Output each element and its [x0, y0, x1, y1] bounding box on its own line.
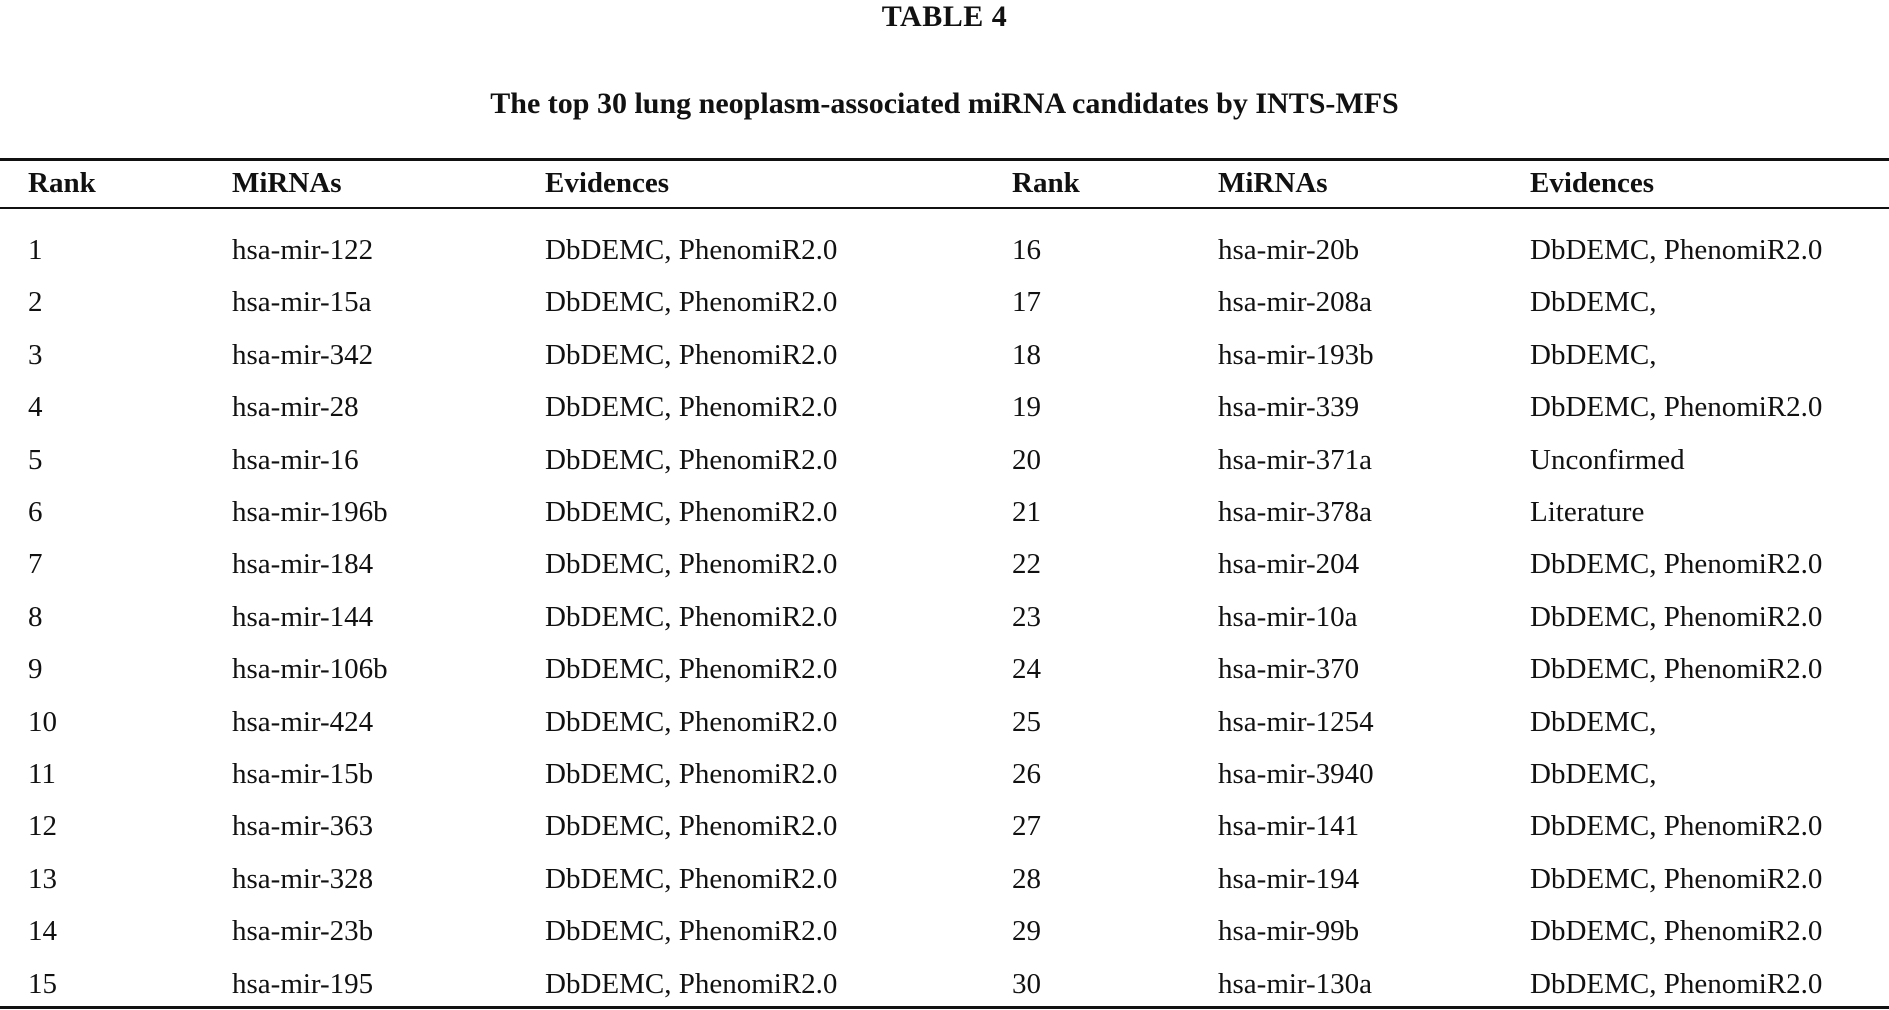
table-row: [0, 597, 1889, 637]
cell-mirna-right: hsa-mir-370: [1218, 653, 1360, 685]
cell-rank-right: 19: [1012, 391, 1041, 423]
cell-rank-left: 14: [28, 915, 57, 947]
table-label: TABLE 4: [881, 0, 1008, 33]
cell-rank-left: 6: [28, 496, 43, 528]
cell-mirna-left: hsa-mir-106b: [232, 653, 388, 685]
cell-mirna-right: hsa-mir-193b: [1218, 339, 1374, 371]
table-row: [0, 335, 1889, 375]
cell-rank-right: 28: [1012, 863, 1041, 895]
cell-rank-left: 3: [28, 339, 43, 371]
table-row: [0, 440, 1889, 480]
bottom-rule: [0, 1006, 1889, 1009]
cell-mirna-left: hsa-mir-184: [232, 548, 374, 580]
header-mirnas-left: MiRNAs: [232, 167, 342, 199]
cell-rank-right: 27: [1012, 810, 1041, 842]
cell-evidence-right: Unconfirmed: [1530, 444, 1685, 476]
cell-evidence-right: DbDEMC, PhenomiR2.0: [1530, 601, 1823, 633]
cell-evidence-right: DbDEMC, PhenomiR2.0: [1530, 234, 1823, 266]
cell-mirna-right: hsa-mir-141: [1218, 810, 1360, 842]
cell-evidence-right: DbDEMC,: [1530, 286, 1657, 318]
cell-evidence-left: DbDEMC, PhenomiR2.0: [545, 548, 838, 580]
cell-evidence-right: DbDEMC, PhenomiR2.0: [1530, 391, 1823, 423]
cell-rank-left: 7: [28, 548, 43, 580]
table-row: [0, 702, 1889, 742]
cell-rank-left: 12: [28, 810, 57, 842]
header-rank-right: Rank: [1012, 167, 1080, 199]
cell-evidence-left: DbDEMC, PhenomiR2.0: [545, 444, 838, 476]
cell-evidence-right: DbDEMC, PhenomiR2.0: [1530, 653, 1823, 685]
cell-evidence-left: DbDEMC, PhenomiR2.0: [545, 286, 838, 318]
cell-rank-right: 29: [1012, 915, 1041, 947]
cell-mirna-right: hsa-mir-378a: [1218, 496, 1373, 528]
cell-mirna-left: hsa-mir-15b: [232, 758, 374, 790]
table-caption: The top 30 lung neoplasm-associated miRNA candidates by INTS-MFS: [490, 87, 1399, 120]
cell-mirna-right: hsa-mir-20b: [1218, 234, 1360, 266]
cell-mirna-left: hsa-mir-122: [232, 234, 374, 266]
cell-rank-right: 21: [1012, 496, 1041, 528]
cell-evidence-right: DbDEMC,: [1530, 758, 1657, 790]
cell-mirna-right: hsa-mir-3940: [1218, 758, 1374, 790]
cell-evidence-left: DbDEMC, PhenomiR2.0: [545, 968, 838, 1000]
cell-rank-left: 10: [28, 706, 57, 738]
cell-evidence-right: Literature: [1530, 496, 1645, 528]
table-row: [0, 649, 1889, 689]
cell-evidence-left: DbDEMC, PhenomiR2.0: [545, 915, 838, 947]
cell-evidence-right: DbDEMC, PhenomiR2.0: [1530, 548, 1823, 580]
cell-rank-right: 16: [1012, 234, 1041, 266]
cell-mirna-right: hsa-mir-204: [1218, 548, 1360, 580]
cell-evidence-left: DbDEMC, PhenomiR2.0: [545, 758, 838, 790]
cell-mirna-right: hsa-mir-194: [1218, 863, 1360, 895]
cell-rank-left: 8: [28, 601, 43, 633]
cell-rank-right: 22: [1012, 548, 1041, 580]
cell-mirna-left: hsa-mir-144: [232, 601, 374, 633]
header-rule: [0, 207, 1889, 209]
cell-evidence-left: DbDEMC, PhenomiR2.0: [545, 339, 838, 371]
cell-rank-left: 15: [28, 968, 57, 1000]
table-row: [0, 964, 1889, 1004]
header-evidences-right: Evidences: [1530, 167, 1655, 199]
cell-evidence-left: DbDEMC, PhenomiR2.0: [545, 706, 838, 738]
cell-rank-right: 18: [1012, 339, 1041, 371]
cell-mirna-right: hsa-mir-10a: [1218, 601, 1358, 633]
cell-evidence-left: DbDEMC, PhenomiR2.0: [545, 810, 838, 842]
cell-mirna-right: hsa-mir-130a: [1218, 968, 1373, 1000]
cell-rank-right: 25: [1012, 706, 1041, 738]
cell-mirna-right: hsa-mir-339: [1218, 391, 1360, 423]
cell-mirna-left: hsa-mir-363: [232, 810, 374, 842]
cell-mirna-left: hsa-mir-328: [232, 863, 374, 895]
table-header-row: [0, 163, 1889, 203]
header-rank-left: Rank: [28, 167, 96, 199]
cell-rank-left: 13: [28, 863, 57, 895]
cell-rank-left: 2: [28, 286, 43, 318]
cell-mirna-left: hsa-mir-195: [232, 968, 374, 1000]
cell-rank-right: 23: [1012, 601, 1041, 633]
cell-rank-right: 20: [1012, 444, 1041, 476]
table-row: [0, 387, 1889, 427]
cell-mirna-right: hsa-mir-1254: [1218, 706, 1374, 738]
cell-evidence-right: DbDEMC, PhenomiR2.0: [1530, 810, 1823, 842]
cell-mirna-left: hsa-mir-16: [232, 444, 359, 476]
cell-evidence-right: DbDEMC, PhenomiR2.0: [1530, 915, 1823, 947]
table-row: [0, 806, 1889, 846]
cell-mirna-left: hsa-mir-196b: [232, 496, 388, 528]
cell-evidence-left: DbDEMC, PhenomiR2.0: [545, 601, 838, 633]
cell-rank-right: 17: [1012, 286, 1041, 318]
cell-evidence-left: DbDEMC, PhenomiR2.0: [545, 863, 838, 895]
cell-mirna-left: hsa-mir-28: [232, 391, 359, 423]
header-evidences-left: Evidences: [545, 167, 670, 199]
cell-evidence-right: DbDEMC, PhenomiR2.0: [1530, 968, 1823, 1000]
table-row: [0, 492, 1889, 532]
cell-rank-left: 5: [28, 444, 43, 476]
cell-evidence-left: DbDEMC, PhenomiR2.0: [545, 391, 838, 423]
cell-rank-left: 4: [28, 391, 43, 423]
cell-evidence-left: DbDEMC, PhenomiR2.0: [545, 496, 838, 528]
cell-rank-left: 1: [28, 234, 43, 266]
table-row: [0, 859, 1889, 899]
cell-evidence-right: DbDEMC, PhenomiR2.0: [1530, 863, 1823, 895]
cell-evidence-right: DbDEMC,: [1530, 706, 1657, 738]
table-row: [0, 754, 1889, 794]
cell-mirna-left: hsa-mir-23b: [232, 915, 374, 947]
top-rule: [0, 158, 1889, 161]
cell-rank-right: 30: [1012, 968, 1041, 1000]
table-row: [0, 230, 1889, 270]
cell-evidence-left: DbDEMC, PhenomiR2.0: [545, 653, 838, 685]
cell-mirna-left: hsa-mir-342: [232, 339, 374, 371]
cell-mirna-left: hsa-mir-15a: [232, 286, 372, 318]
cell-mirna-right: hsa-mir-208a: [1218, 286, 1373, 318]
cell-evidence-right: DbDEMC,: [1530, 339, 1657, 371]
cell-mirna-right: hsa-mir-371a: [1218, 444, 1373, 476]
cell-mirna-left: hsa-mir-424: [232, 706, 374, 738]
table-row: [0, 544, 1889, 584]
header-mirnas-right: MiRNAs: [1218, 167, 1328, 199]
cell-rank-right: 24: [1012, 653, 1041, 685]
cell-mirna-right: hsa-mir-99b: [1218, 915, 1360, 947]
table-row: [0, 911, 1889, 951]
cell-rank-right: 26: [1012, 758, 1041, 790]
cell-rank-left: 11: [28, 758, 56, 790]
cell-evidence-left: DbDEMC, PhenomiR2.0: [545, 234, 838, 266]
table-row: [0, 282, 1889, 322]
cell-rank-left: 9: [28, 653, 43, 685]
